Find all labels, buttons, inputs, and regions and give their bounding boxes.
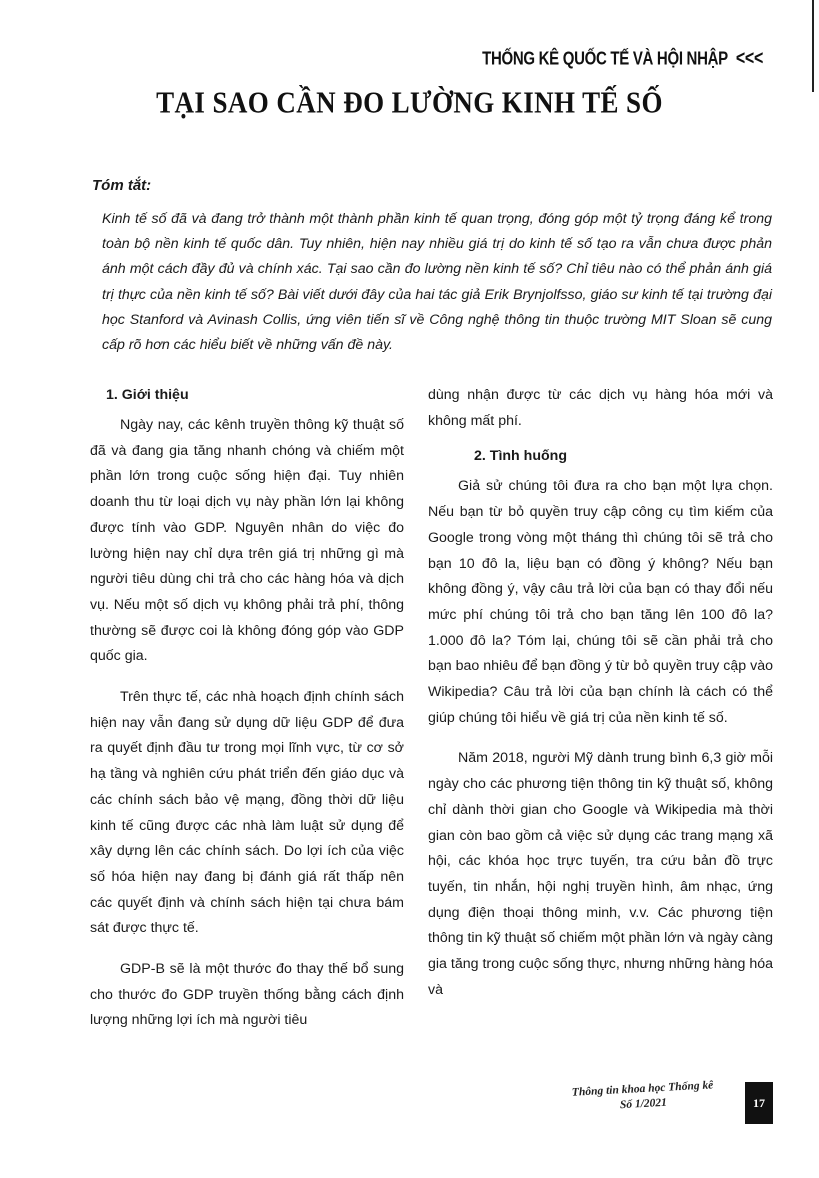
journal-name: Thông tin khoa học Thống kê	[571, 1079, 714, 1099]
running-header	[482, 48, 763, 71]
article-title: TẠI SAO CẦN ĐO LƯỜNG KINH TẾ SỐ	[156, 84, 663, 120]
page-edge-line	[812, 0, 814, 92]
section-heading-intro: 1. Giới thiệu	[106, 387, 189, 403]
paragraph: Năm 2018, người Mỹ dành trung bình 6,3 giờ mỗi ngày cho các phương tiện thông tin kỹ thuật số, không chỉ dành thời gian cho Google và Wikipedia mà thời gian còn bao gồm cả việc sử dụng các trang mạng xã hội, các khóa học trực tuyến, tra cứu bản đồ trực tuyến, tin nhắn, hội nghị truyền hình, âm nhạc, ứng dụng điện thoại thông minh, v.v. Các phương tiện thông tin kỹ thuật số chiếm một phần lớn và ngày càng gia tăng trong cuộc sống thực, nhưng những hàng hóa và	[428, 750, 773, 998]
left-column	[90, 383, 404, 1034]
summary-text: Kinh tế số đã và đang trở thành một thành phần kinh tế quan trọng, đóng góp một tỷ trọng đáng kể trong toàn bộ nền kinh tế quốc dân. Tuy nhiên, hiện nay nhiều giá trị do kinh tế số tạo ra vẫn chưa được phản ánh một cách đầy đủ và chính xác. Tại sao cần đo lường nền kinh tế số? Chỉ tiêu nào có thể phản ánh giá trị thực của nền kinh tế số? Bài viết dưới đây của hai tác giả Erik Brynjolfsso, giáo sư kinh tế tại trường đại học Stanford và Avinash Collis, ứng viên tiến sĩ về Công nghệ thông tin thuộc trường MIT Sloan sẽ cung cấp rõ hơn các hiểu biết về những vấn đề này.	[102, 211, 772, 354]
paragraph: Ngày nay, các kênh truyền thông kỹ thuật số đã và đang gia tăng nhanh chóng và chiếm một phần lớn trong cuộc sống hiện đại. Tuy nhiên doanh thu từ loại dịch vụ này phần lớn lại không được tính vào GDP. Nguyên nhân do việc đo lường hiện nay chỉ dựa trên giá trị những gì mà người tiêu dùng chi trả cho các hàng hóa và dịch vụ. Nếu một số dịch vụ không phải trả phí, thông thường sẽ được coi là không đóng góp vào GDP quốc gia.	[90, 417, 404, 665]
paragraph: Trên thực tế, các nhà hoạch định chính sách hiện nay vẫn đang sử dụng dữ liệu GDP để đưa ra quyết định đầu tư trong mọi lĩnh vực, từ cơ sở hạ tầng và nghiên cứu phát triển đến giáo dục và các chính sách bảo vệ mạng, đồng thời dữ liệu kinh tế cũng được các nhà làm luật sử dụng để xây dựng lên các chính sách. Do lợi ích của việc số hóa hiện nay đang bị đánh giá rất thấp nên các quyết định và chính sách hiện tại chưa bám sát được thực tế.	[90, 689, 404, 937]
right-column	[428, 383, 773, 1003]
arrows-icon: <<<	[735, 48, 763, 70]
paragraph: Giả sử chúng tôi đưa ra cho bạn một lựa chọn. Nếu bạn từ bỏ quyền truy cập công cụ tìm kiếm của Google trong vòng một tháng thì chúng tôi sẽ trả cho bạn 10 đô la, liệu bạn có đồng ý không? Nếu bạn không đồng ý, vậy câu trả lời của bạn có thay đổi nếu mức phí chúng tôi trả cho bạn tăng lên 100 đô la? 1.000 đô la? Tóm lại, chúng tôi sẽ cần phải trả cho bạn bao nhiêu để bạn đồng ý từ bỏ quyền truy cập vào Wikipedia? Câu trả lời của bạn chính là cách có thể giúp chúng tôi hiểu về giá trị của nền kinh tế số.	[428, 478, 773, 726]
section-heading-scenario: 2. Tình huống	[474, 448, 567, 465]
journal-footer	[547, 1077, 738, 1117]
section-name: THỐNG KÊ QUỐC TẾ VÀ HỘI NHẬP	[482, 48, 728, 70]
page-number: 17	[745, 1082, 773, 1124]
journal-issue: Số 1/2021	[619, 1096, 668, 1112]
paragraph-continued: dùng nhận được từ các dịch vụ hàng hóa mới và không mất phí.	[428, 387, 773, 429]
summary-label: Tóm tắt:	[92, 177, 152, 194]
paragraph: GDP-B sẽ là một thước đo thay thế bổ sung cho thước đo GDP truyền thống bằng cách định lượng những lợi ích mà người tiêu	[90, 961, 404, 1029]
